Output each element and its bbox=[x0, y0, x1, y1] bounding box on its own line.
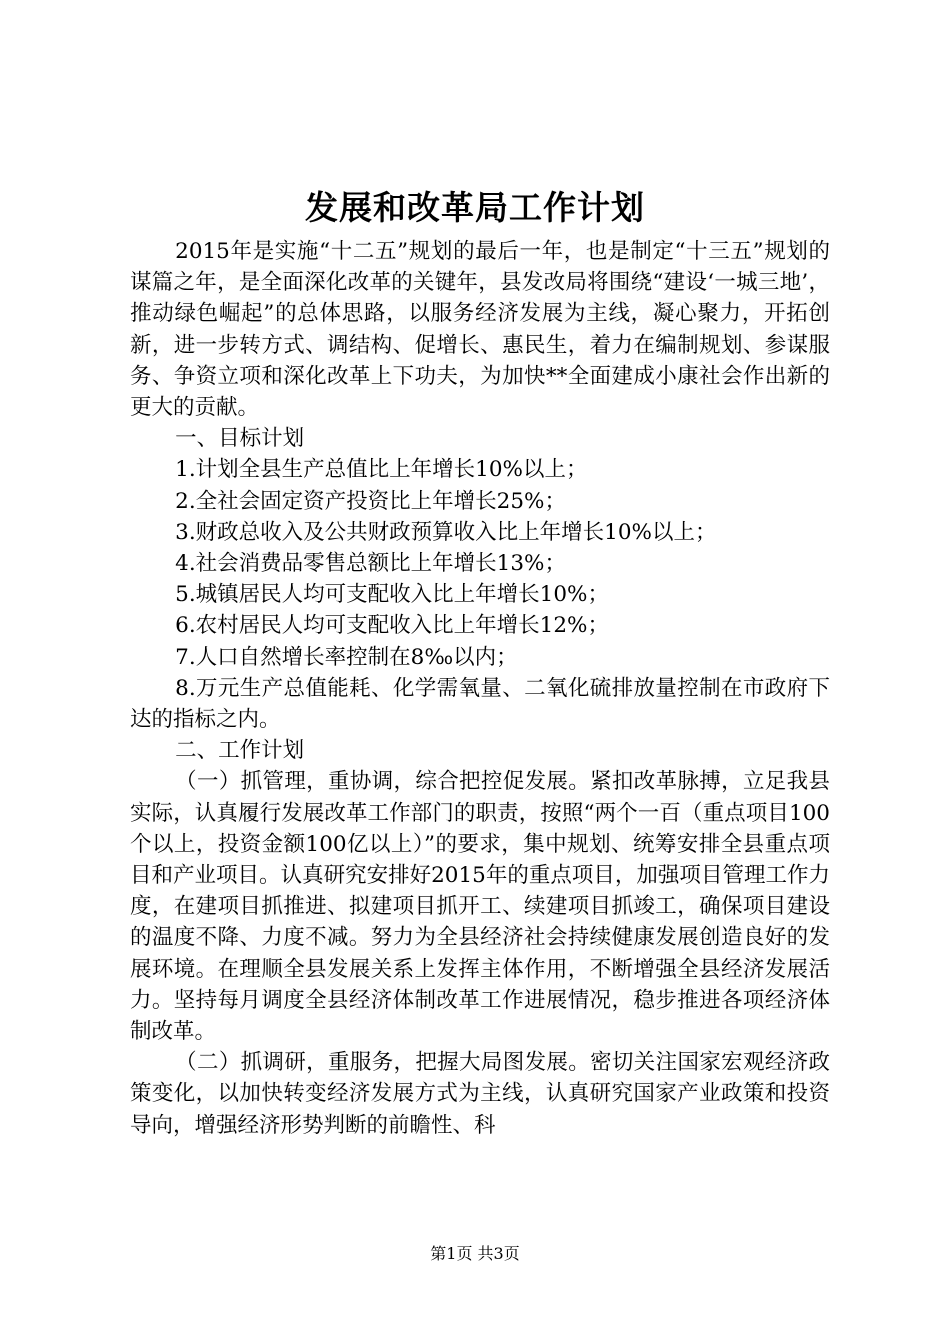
work-plan-paragraph: （一）抓管理，重协调，综合把控促发展。紧扣改革脉搏，立足我县实际，认真履行发展改革工作部门的职责，按照“两个一百（重点项目100个以上，投资金额100亿以上）”的要求，集中规划、统筹安排全县重点项目和产业项目。认真研究安排好2015年的重点项目，加强项目管理工作力度，在建项目抓推进、拟建项目抓开工、续建项目抓竣工，确保项目建设的温度不降、力度不减。努力为全县经济社会持续健康发展创造良好的发展环境。在理顺全县发展关系上发挥主体作用，不断增强全县经济发展活力。坚持每月调度全县经济体制改革工作进展情况，稳步推进各项经济体制改革。 bbox=[130, 769, 830, 1045]
intro-paragraph: 2015年是实施“十二五”规划的最后一年，也是制定“十三五”规划的谋篇之年，是全面深化改革的关键年，县发改局将围绕“建设‘一城三地’，推动绿色崛起”的总体思路，以服务经济发展为主线，凝心聚力，开拓创新，进一步转方式、调结构、促增长、惠民生，着力在编制规划、参谋服务、争资立项和深化改革上下功夫，为加快**全面建成小康社会作出新的更大的贡献。 bbox=[130, 239, 830, 421]
goal-item: 7.人口自然增长率控制在8‰以内； bbox=[175, 644, 518, 670]
work-plan-paragraph: （二）抓调研，重服务，把握大局图发展。密切关注国家宏观经济政策变化，以加快转变经济发展方式为主线，认真研究国家产业政策和投资导向，增强经济形势判断的前瞻性、科 bbox=[130, 1050, 830, 1138]
goal-item: 8.万元生产总值能耗、化学需氧量、二氧化硫排放量控制在市政府下达的指标之内。 bbox=[130, 675, 830, 733]
goal-item: 1.计划全县生产总值比上年增长10%以上； bbox=[175, 457, 588, 483]
document-title: 发展和改革局工作计划 bbox=[305, 188, 645, 227]
goal-item: 3.财政总收入及公共财政预算收入比上年增长10%以上； bbox=[175, 519, 717, 545]
goal-item: 4.社会消费品零售总额比上年增长13%； bbox=[175, 551, 566, 577]
page-footer: 第1页 共3页 bbox=[430, 1244, 520, 1263]
goal-item: 5.城镇居民人均可支配收入比上年增长10%； bbox=[175, 582, 609, 608]
goal-item: 6.农村居民人均可支配收入比上年增长12%； bbox=[175, 613, 609, 639]
section-heading-work-plan: 二、工作计划 bbox=[175, 738, 305, 764]
goal-item: 2.全社会固定资产投资比上年增长25%； bbox=[175, 488, 566, 514]
section-heading-goals: 一、目标计划 bbox=[175, 426, 305, 452]
document-body bbox=[130, 236, 830, 1141]
